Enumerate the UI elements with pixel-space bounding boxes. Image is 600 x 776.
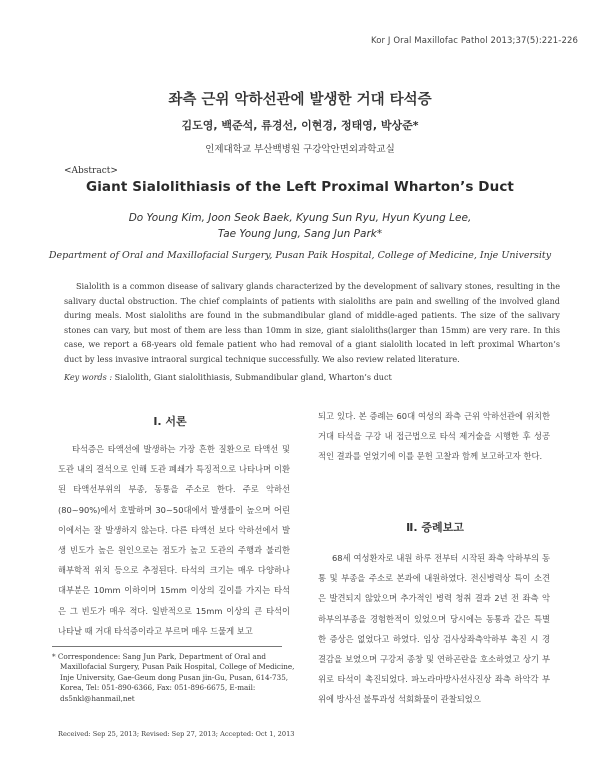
case-report-heading: Ⅱ. 증례보고 [406, 521, 464, 534]
footnote-divider [52, 646, 282, 647]
english-title: Giant Sialolithiasis of the Left Proximal Wharton’s Duct [86, 179, 514, 195]
abstract-body [64, 279, 560, 367]
korean-title: 좌측 근위 악하선관에 발생한 거대 타석증 [168, 92, 432, 108]
keywords [64, 372, 560, 382]
korean-affiliation: 인제대학교 부산백병원 구강악안면외과학교실 [205, 144, 395, 155]
keywords-value: Sialolith, Giant sialolithiasis, Submandibular gland, Wharton’s duct [114, 372, 392, 382]
correspondence-footnote: * Correspondence: Sang Jun Park, Department of Oral and Maxillofacial Surgery, Pusan Paik Hospital, College of Medicine, Inje University, Gae-Geum dong Pusan jin-Gu, Pusan, 614-735, Korea, Tel: 051-890-6366, Fax: 051-896-6675, E-mail: ds5nkl@hanmail,net [52, 652, 295, 703]
korean-authors: 김도영, 백준석, 류경선, 이현경, 정태영, 박상준* [181, 119, 419, 132]
intro-heading: Ⅰ. 서론 [153, 415, 187, 428]
abstract-paragraph: Sialolith is a common disease of salivary glands characterized by the development of salivary stones, resulting in the salivary ductal obstruction. The chief complaints of patients with sialoliths are pain and swelling of the involved gland during meals. Most sialoliths are found in the submandibular gland of middle-aged patients. The size of the salivary stones can vary, but most of them are less than 10mm in size, giant sialoliths(larger than 15mm) are very rare. In this case, we report a 68-years old female patient who had removal of a giant sialolith located in left proximal Wharton’s duct by less invasive intraoral surgical technique successfully. We also review related literature. [64, 281, 560, 364]
intro-continuation: 되고 있다. 본 증례는 60대 여성의 좌측 근위 악하선관에 위치한 거대 타석을 구강 내 접근법으로 타석 제거술을 시행한 후 성공적인 결과를 얻었기에 이를 문헌 고찰과 함께 보고하고자 한다. [318, 411, 550, 462]
english-authors [0, 210, 600, 242]
intro-paragraph: 타석증은 타액선에 발생하는 가장 흔한 질환으로 타액선 및 도관 내의 결석으로 인해 도관 폐쇄가 특징적으로 나타나며 이환된 타액선부위의 부종, 동통을 주소로 한다. 주로 악하선(80~90%)에서 호발하며 30~50대에서 발생률이 높으며 어린이에서는 잘 발생하지 않는다. 다른 타액선 보다 악하선에서 발생 빈도가 높은 원인으로는 점도가 높고 도관의 주행과 불리한 해부학적 위치 등으로 추정된다. 타석의 크기는 매우 다양하나 대부분은 10mm 이하이며 15mm 이상의 길이를 가지는 타석은 그 빈도가 매우 적다. 일반적으로 15mm 이상의 큰 타석이 나타날 때 거대 타석증이라고 부르며 매우 드물게 보고 [58, 444, 290, 636]
english-authors-line2: Tae Young Jung, Sang Jun Park* [217, 228, 383, 240]
running-head: Kor J Oral Maxillofac Pathol 2013;37(5):221-226 [370, 36, 578, 46]
keywords-label: Key words : [64, 372, 113, 382]
case-report-paragraph: 68세 여성환자로 내원 하루 전부터 시작된 좌측 악하부의 동통 및 부종을 주소로 본과에 내원하였다. 전신병력상 특이 소견은 발견되지 않았으며 추가적인 병력 청취 결과 2년 전 좌측 악하부의부종을 경험한적이 있었으며 당시에는 동통과 같은 특별한 증상은 없었다고 하였다. 임상 검사상좌측악하부 촉진 시 경결감을 보였으며 구강저 종창 및 연하곤란을 호소하였고 상기 부위로 타석이 촉진되었다. 파노라마방사선사진상 좌측 하악각 부위에 방사선 불투과성 석회화물이 관찰되었으 [318, 553, 550, 705]
english-authors-line1: Do Young Kim, Joon Seok Baek, Kyung Sun Ryu, Hyun Kyung Lee, [128, 212, 472, 224]
english-department: Department of Oral and Maxillofacial Surgery, Pusan Paik Hospital, College of Medicine, Inje University [48, 250, 552, 261]
abstract-tag: <Abstract> [64, 166, 118, 176]
received-dates: Received: Sep 25, 2013; Revised: Sep 27, 2013; Accepted: Oct 1, 2013 [58, 730, 295, 738]
